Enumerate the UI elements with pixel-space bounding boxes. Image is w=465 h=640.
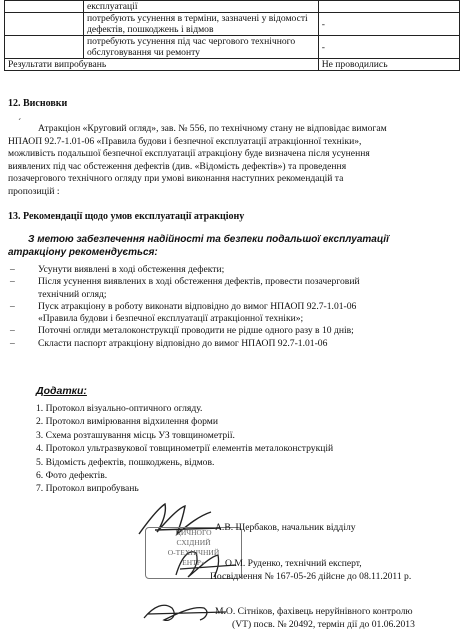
stamp-text: О-ТЕХНІЧНИЙ bbox=[167, 548, 220, 557]
table-cell bbox=[5, 36, 84, 59]
signature-2-name: О.М. Руденко, технічний експерт, bbox=[225, 558, 362, 569]
list-item-text: Після усунення виявлених в ході обстеження дефектів, провести позачерговий bbox=[38, 276, 360, 288]
paragraph-line: позачергового технічного огляду при умові виконання наступних рекомендацій та bbox=[8, 173, 344, 185]
list-item: 4. Протокол ультразвукової товщинометрії елементів металоконструкцій bbox=[36, 443, 334, 455]
dash-bullet: – bbox=[10, 276, 15, 288]
list-item: 2. Протокол вимірювання відхилення форми bbox=[36, 416, 218, 428]
stamp-text: ЕНТР» bbox=[182, 558, 205, 567]
paragraph-line: НПАОП 92.7-1.01-06 «Правила будови і безпечної експлуатації атракціонної техніки», bbox=[8, 135, 362, 147]
list-item: 3. Схема розташування місць УЗ товщинометрії. bbox=[36, 429, 235, 441]
dash-bullet: – bbox=[10, 264, 15, 275]
table-row bbox=[5, 13, 460, 36]
section-13-title: 13. Рекомендації щодо умов експлуатації атракціону bbox=[8, 211, 245, 222]
signature-2-certificate: Посвідчення № 167-05-26 дійсне до 08.11.2011 р. bbox=[210, 571, 412, 582]
table-row bbox=[5, 1, 460, 13]
list-item: 7. Протокол випробувань bbox=[36, 483, 139, 495]
list-item bbox=[10, 301, 458, 326]
signature-1-name: А.В. Щербаков, начальник відділу bbox=[215, 522, 356, 533]
table-row bbox=[5, 36, 460, 59]
intro-line: З метою забезпечення надійності та безпеки подальшої експлуатації bbox=[28, 234, 389, 245]
dash-bullet: – bbox=[10, 300, 15, 312]
intro-line: атракціону рекомендується: bbox=[8, 246, 158, 258]
table-cell: - bbox=[318, 13, 459, 36]
dash-bullet: – bbox=[10, 325, 15, 337]
list-item: 5. Відомість дефектів, пошкоджень, відмов. bbox=[36, 456, 215, 468]
conclusion-paragraph bbox=[8, 123, 453, 199]
table-cell: експлуатації bbox=[83, 1, 318, 13]
list-item: 1. Протокол візуально-оптичного огляду. bbox=[36, 403, 203, 414]
margin-mark: ˊ bbox=[18, 118, 22, 129]
table-cell: потребують усунення в терміни, зазначені у відомості дефектів, пошкоджень і відмов bbox=[83, 13, 318, 36]
list-item-text: «Правила будови і безпечної експлуатації атракціонної техніки»; bbox=[38, 313, 304, 325]
results-table bbox=[4, 0, 460, 71]
list-item: 6. Фото дефектів. bbox=[36, 470, 108, 482]
table-cell: - bbox=[318, 36, 459, 59]
signature-3-name: М.О. Сітніков, фахівець неруйнівного контролю bbox=[215, 606, 413, 617]
table-cell bbox=[5, 13, 84, 36]
list-item-text: Скласти паспорт атракціону відповідно до вимог НПАОП 92.7-1.01-06 bbox=[38, 337, 328, 349]
appendix-list bbox=[36, 402, 333, 496]
list-item bbox=[10, 276, 458, 301]
table-cell bbox=[5, 1, 84, 13]
list-item-text: технічний огляд; bbox=[38, 288, 107, 300]
results-label: Результати випробувань bbox=[5, 59, 319, 71]
list-item bbox=[10, 264, 458, 276]
paragraph-line: можливість подальшої безпечної експлуатації атракціону буде визначена після усунення bbox=[8, 148, 370, 160]
table-cell bbox=[318, 1, 459, 13]
stamp-text: ЦИЧНОГО bbox=[175, 528, 212, 537]
recommendation-list bbox=[10, 264, 458, 350]
list-item bbox=[10, 338, 458, 350]
recommendation-intro bbox=[8, 234, 458, 259]
list-item-text: Усунути виявлені в ході обстеження дефекти; bbox=[38, 264, 225, 275]
table-cell: потребують усунення під час чергового технічного обслуговування чи ремонту bbox=[83, 36, 318, 59]
list-item-text: Поточні огляди металоконструкції проводити не рідше одного разу в 10 днів; bbox=[38, 325, 354, 337]
stamp-text: СХІДНИЙ bbox=[176, 538, 211, 547]
appendix-title: Додатки: bbox=[36, 385, 87, 397]
list-item-text: Пуск атракціону в роботу виконати відповідно до вимог НПАОП 92.7-1.01-06 bbox=[38, 300, 357, 312]
dash-bullet: – bbox=[10, 337, 15, 349]
section-12-title: 12. Висновки bbox=[8, 98, 68, 109]
table-row bbox=[5, 59, 460, 71]
paragraph-line: пропозицій : bbox=[8, 185, 60, 197]
signature-3-certificate: (VT) посв. № 20492, термін дії до 01.06.2013 bbox=[232, 619, 415, 630]
results-value: Не проводились bbox=[318, 59, 459, 71]
paragraph-line: виявлених під час обстеження дефектів (див. «Відомість дефектів») та проведення bbox=[8, 160, 347, 172]
paragraph-line: Атракціон «Круговий огляд», зав. № 556, по технічному стану не відповідає вимогам bbox=[38, 123, 387, 134]
list-item bbox=[10, 325, 458, 337]
